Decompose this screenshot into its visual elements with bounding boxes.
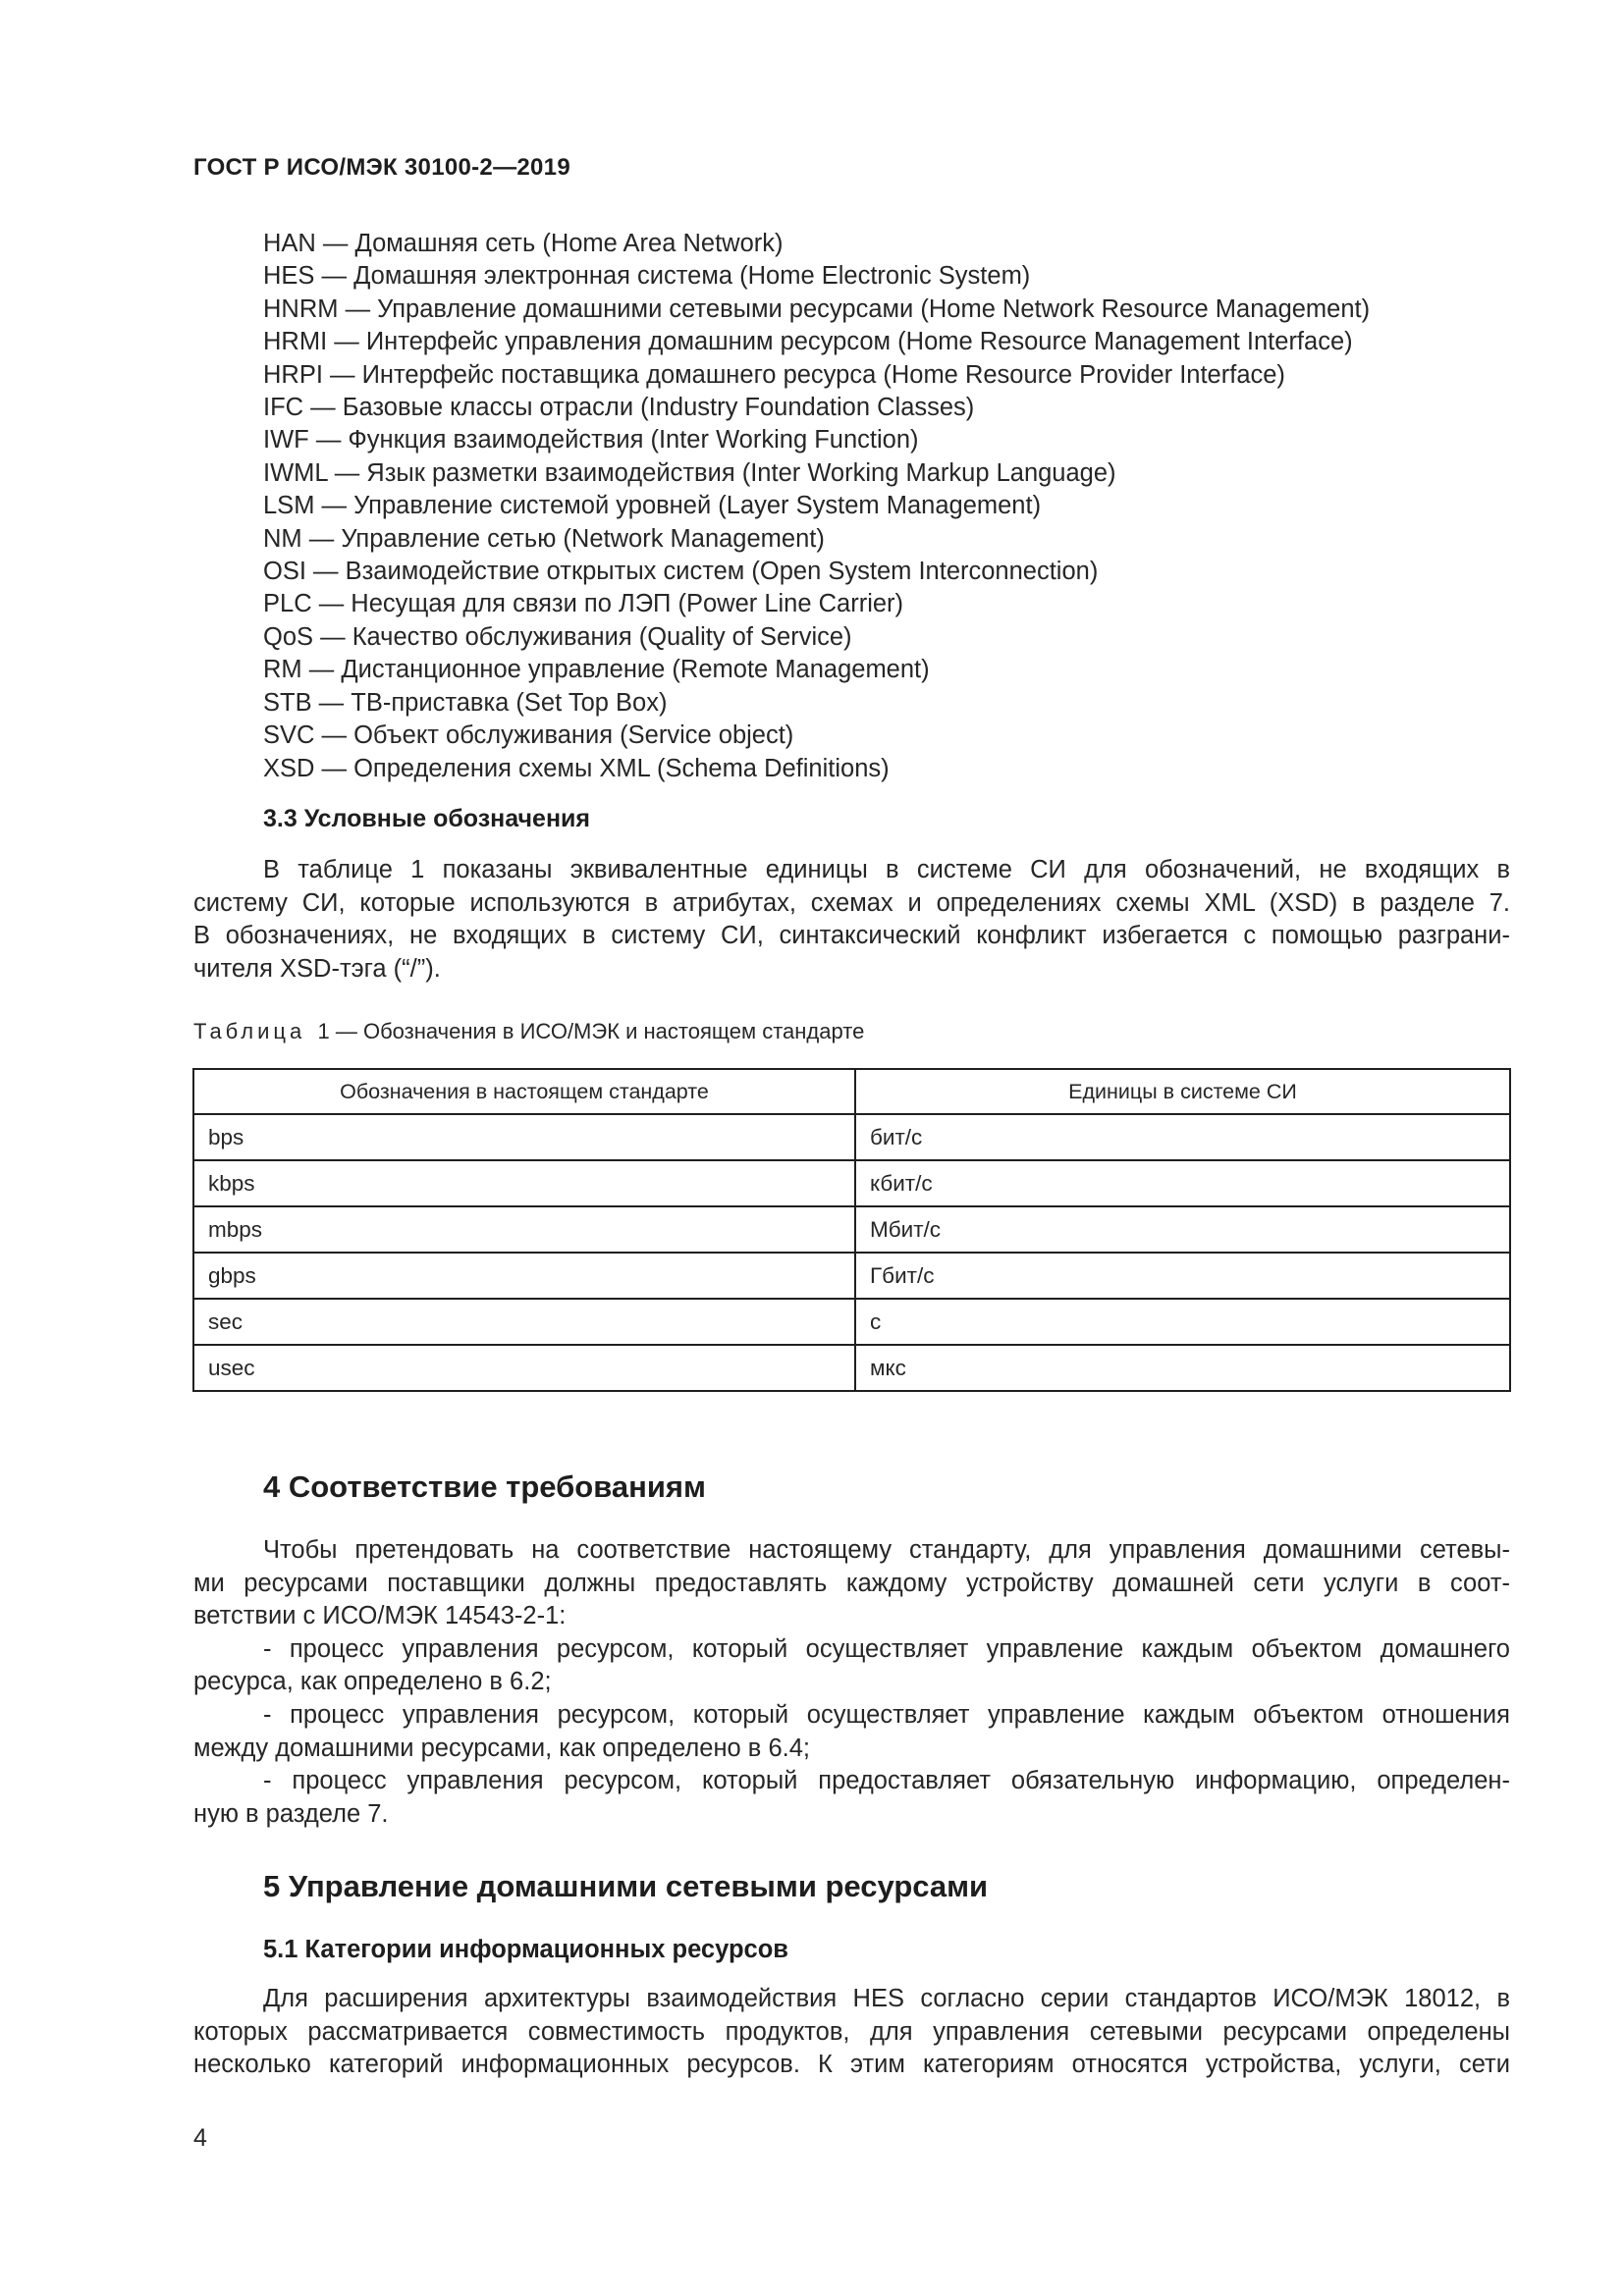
abbreviation-item: IWML — Язык разметки взаимодействия (Inter Working Markup Language) <box>263 458 1116 487</box>
abbreviation-item: HES — Домашняя электронная система (Home Electronic System) <box>263 262 1031 291</box>
abbreviation-item: STB — ТВ-приставка (Set Top Box) <box>263 688 668 717</box>
section-4-body <box>193 1534 1510 1831</box>
abbreviation-item: IFC — Базовые классы отрасли (Industry Foundation Classes) <box>263 394 975 422</box>
table-cell: Гбит/с <box>855 1253 1510 1299</box>
table-cell: бит/с <box>855 1114 1510 1160</box>
table-header-cell: Обозначения в настоящем стандарте <box>193 1069 855 1114</box>
abbreviation-item: HAN — Домашняя сеть (Home Area Network) <box>263 230 784 257</box>
table-cell: Мбит/с <box>855 1206 1510 1253</box>
list-item: - процесс управления ресурсом, который осуществляет управление каждым объектом домашнего <box>263 1634 1510 1663</box>
abbreviation-list <box>263 228 1540 785</box>
section-5-1-heading: 5.1 Категории информационных ресурсов <box>263 1936 788 1963</box>
table-cell: bps <box>193 1114 855 1160</box>
list-item: - процесс управления ресурсом, который предоставляет обязательную информацию, определен- <box>263 1767 1510 1795</box>
units-table <box>192 1068 1511 1392</box>
table-caption-label: Таблица <box>193 1019 306 1043</box>
section-3-3-heading: 3.3 Условные обозначения <box>263 805 591 832</box>
abbreviation-item: XSD — Определения схемы XML (Schema Definitions) <box>263 754 890 782</box>
section-3-3-paragraph <box>193 854 1510 986</box>
paragraph-line: В обозначениях, не входящих в систему СИ, синтаксический конфликт избегается с помощью разграни- <box>193 922 1510 950</box>
section-4-heading: 4 Соответствие требованиям <box>263 1469 706 1504</box>
paragraph-line: между домашними ресурсами, как определено в 6.4; <box>193 1734 810 1762</box>
table-header-row <box>193 1069 1510 1114</box>
table-row <box>193 1206 1510 1253</box>
table-cell: kbps <box>193 1160 855 1206</box>
paragraph-line: ветствии с ИСО/МЭК 14543-2-1: <box>193 1602 567 1630</box>
paragraph-line: ми ресурсами поставщики должны предоставлять каждому устройству домашней сети услуги в соот- <box>193 1569 1510 1597</box>
abbreviation-item: PLC — Несущая для связи по ЛЭП (Power Line Carrier) <box>263 590 904 618</box>
paragraph-line: которых рассматривается совместимость продуктов, для управления сетевыми ресурсами определены <box>193 2017 1510 2046</box>
abbreviation-item: RM — Дистанционное управление (Remote Management) <box>263 656 930 684</box>
table-row <box>193 1299 1510 1345</box>
paragraph-line: Чтобы претендовать на соответствие настоящему стандарту, для управления домашними сетевы- <box>263 1536 1510 1564</box>
table-row <box>193 1345 1510 1391</box>
table-cell: кбит/с <box>855 1160 1510 1206</box>
table-caption-text: 1 — Обозначения в ИСО/МЭК и настоящем стандарте <box>317 1019 865 1043</box>
paragraph-line: Для расширения архитектуры взаимодействия HES согласно серии стандартов ИСО/МЭК 18012, в <box>263 1985 1510 2012</box>
table-header-cell: Единицы в системе СИ <box>855 1069 1510 1114</box>
paragraph-line: систему СИ, которые используются в атрибутах, схемах и определениях схемы XML (XSD) в разделе 7. <box>193 888 1510 917</box>
table-cell: mbps <box>193 1206 855 1253</box>
table-row <box>193 1114 1510 1160</box>
section-5-1-body <box>193 1983 1510 2082</box>
abbreviation-item: IWF — Функция взаимодействия (Inter Working Function) <box>263 426 919 454</box>
table-row <box>193 1253 1510 1299</box>
abbreviation-item: QoS — Качество обслуживания (Quality of Service) <box>263 622 852 651</box>
table-caption <box>193 1019 864 1044</box>
abbreviation-item: HRPI — Интерфейс поставщика домашнего ресурса (Home Resource Provider Interface) <box>263 360 1285 389</box>
table-row <box>193 1160 1510 1206</box>
abbreviation-item: SVC — Объект обслуживания (Service object) <box>263 721 794 750</box>
table-cell: usec <box>193 1345 855 1391</box>
paragraph-line: ную в разделе 7. <box>193 1799 389 1828</box>
abbreviation-item: HRMI — Интерфейс управления домашним ресурсом (Home Resource Management Interface) <box>263 328 1353 356</box>
paragraph-line: чителя XSD-тэга (“/”). <box>193 954 441 983</box>
paragraph-line: В таблице 1 показаны эквивалентные единицы в системе СИ для обозначений, не входящих в <box>263 856 1510 883</box>
abbreviation-item: LSM — Управление системой уровней (Layer System Management) <box>263 492 1042 520</box>
paragraph-line: несколько категорий информационных ресурсов. К этим категориям относятся устройства, услуги, сети <box>193 2051 1510 2079</box>
abbreviation-item: HNRM — Управление домашними сетевыми ресурсами (Home Network Resource Management) <box>263 294 1371 323</box>
abbreviation-item: OSI — Взаимодействие открытых систем (Open System Interconnection) <box>263 558 1099 586</box>
list-item: - процесс управления ресурсом, который осуществляет управление каждым объектом отношения <box>263 1700 1510 1729</box>
table-cell: мкс <box>855 1345 1510 1391</box>
document-header: ГОСТ Р ИСО/МЭК 30100-2—2019 <box>193 154 570 181</box>
abbreviation-item: NM — Управление сетью (Network Management) <box>263 524 825 553</box>
section-5-heading: 5 Управление домашними сетевыми ресурсами <box>263 1869 989 1903</box>
table-cell: с <box>855 1299 1510 1345</box>
page-number: 4 <box>193 2124 207 2152</box>
table-cell: sec <box>193 1299 855 1345</box>
table-cell: gbps <box>193 1253 855 1299</box>
paragraph-line: ресурса, как определено в 6.2; <box>193 1668 552 1696</box>
